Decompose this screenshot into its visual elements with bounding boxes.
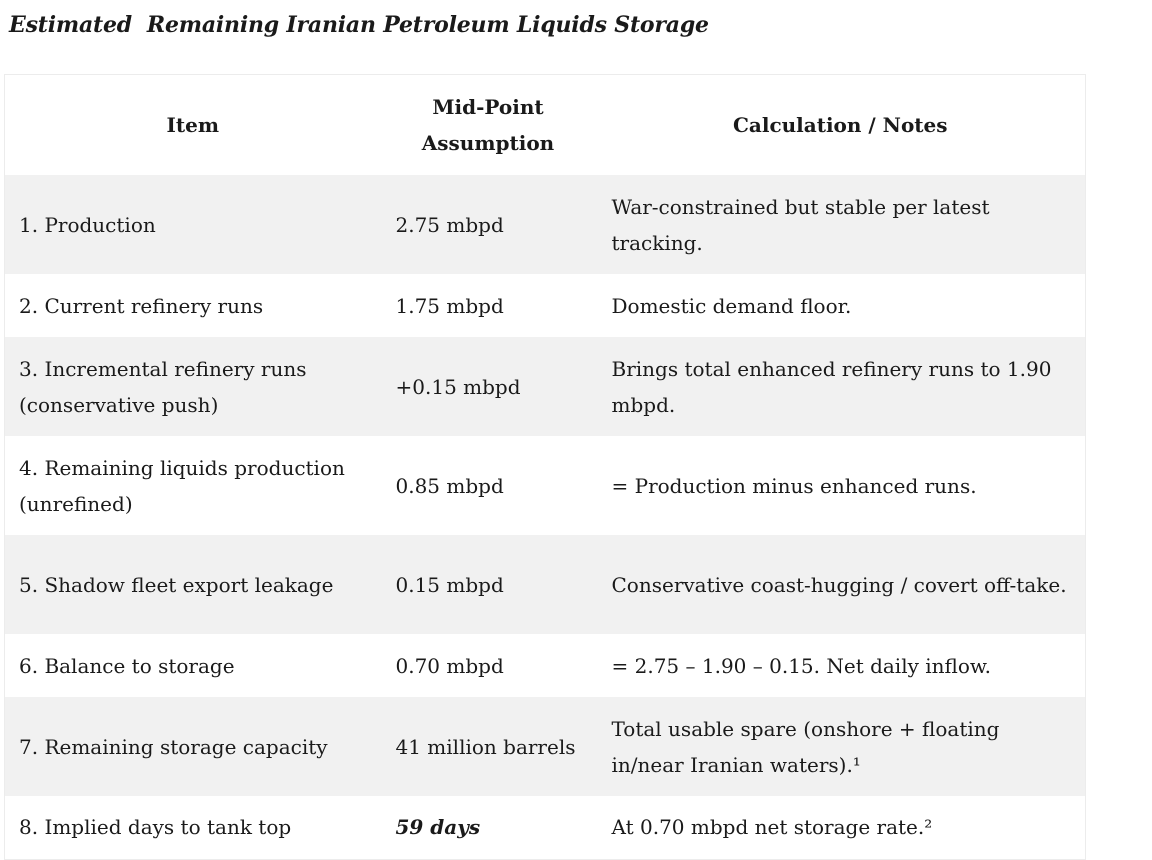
row-notes: Conservative coast-hugging / covert off-take. — [611, 572, 1067, 597]
table-row — [5, 337, 1086, 436]
row-notes: Domestic demand floor. — [611, 293, 852, 318]
row-notes: = 2.75 – 1.90 – 0.15. Net daily inflow. — [611, 653, 992, 678]
table-row — [5, 697, 1086, 796]
row-notes: At 0.70 mbpd net storage rate.² — [611, 815, 933, 840]
row-assumption: 0.70 mbpd — [395, 653, 504, 678]
row-assumption: 1.75 mbpd — [395, 293, 504, 318]
table-row — [5, 274, 1086, 337]
row-notes: War-constrained but stable per latest tracking. — [611, 194, 990, 255]
row-assumption: 0.85 mbpd — [395, 473, 504, 498]
row-item: 8. Implied days to tank top — [19, 815, 292, 840]
table-row — [5, 175, 1086, 274]
table-row — [5, 796, 1086, 859]
row-assumption: 41 million barrels — [395, 734, 576, 759]
row-assumption: 2.75 mbpd — [395, 212, 504, 237]
row-assumption: +0.15 mbpd — [395, 374, 521, 399]
header-item: Item — [5, 75, 381, 176]
row-item: 2. Current refinery runs — [19, 293, 264, 318]
document-title: Estimated Remaining Iranian Petroleum Liquids Storage — [9, 12, 709, 38]
header-notes: Calculation / Notes — [596, 75, 1086, 176]
row-assumption: 59 days — [395, 815, 481, 840]
table-row — [5, 634, 1086, 697]
row-item: 7. Remaining storage capacity — [19, 734, 328, 759]
row-notes: Brings total enhanced refinery runs to 1.90 mbpd. — [611, 356, 1052, 417]
row-item: 1. Production — [19, 212, 156, 237]
row-item: 6. Balance to storage — [19, 653, 235, 678]
row-item: 4. Remaining liquids production (unrefined) — [19, 455, 345, 516]
row-item: 3. Incremental refinery runs (conservative push) — [19, 356, 307, 417]
row-notes: Total usable spare (onshore + floating in/near Iranian waters).¹ — [611, 716, 1000, 777]
row-notes: = Production minus enhanced runs. — [611, 473, 977, 498]
row-item: 5. Shadow fleet export leakage — [19, 572, 334, 597]
header-assumption: Mid-Point Assumption — [381, 75, 596, 176]
storage-table — [4, 74, 1086, 860]
table-header-row — [5, 75, 1086, 176]
table-row — [5, 436, 1086, 535]
table-row — [5, 535, 1086, 634]
row-assumption: 0.15 mbpd — [395, 572, 504, 597]
